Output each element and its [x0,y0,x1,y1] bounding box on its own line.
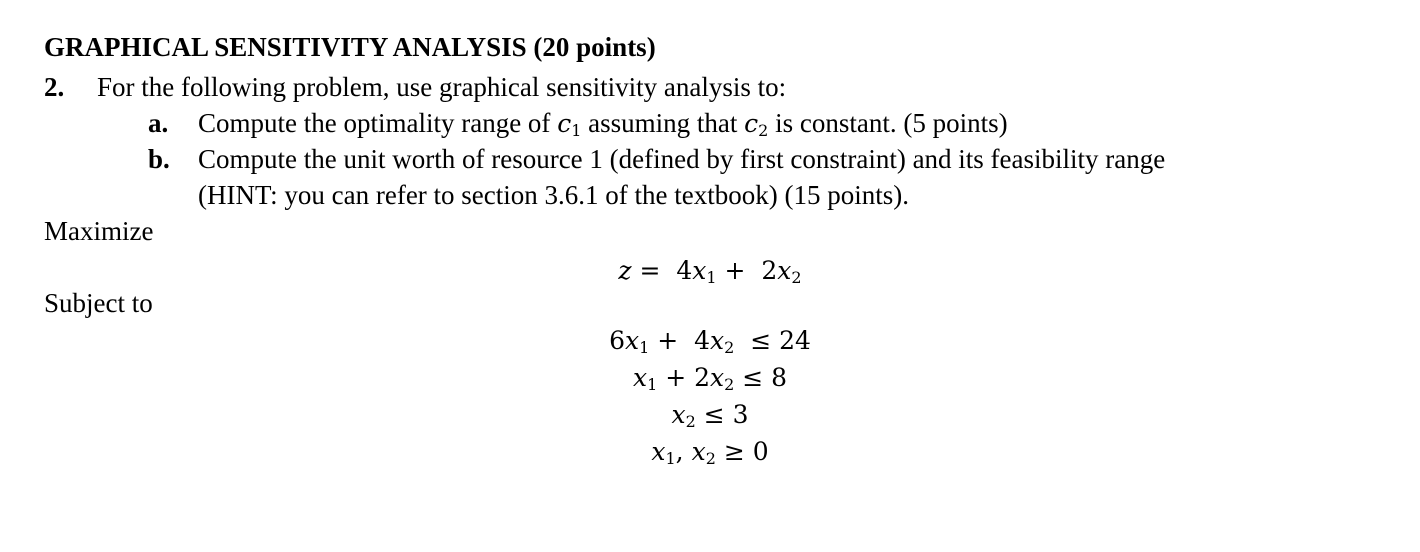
item-a-var-c2 [744,109,768,138]
var-x: x [651,437,666,466]
var-x: x [692,256,707,285]
constraint-1 [560,326,860,355]
relation-sign: ≥ [715,437,753,466]
plus-sign: + [657,363,695,392]
coef: 4 [676,256,693,285]
item-b-text-line2: (HINT: you can refer to section 3.6.1 of the textbook) (15 points). [198,180,909,210]
var-c: c [557,109,572,138]
coef: 2 [761,256,778,285]
question-intro: For the following problem, use graphical sensitivity analysis to: [97,72,787,102]
item-b-label: b. [148,144,170,174]
var-sub: 1 [706,268,717,287]
var-sub: 1 [639,338,650,357]
var-sub: 2 [685,412,696,431]
constraint-2 [560,363,860,392]
item-a-text-after: is constant. (5 points) [768,108,1008,138]
item-a-var-c1 [557,109,581,138]
var-x: x [691,437,706,466]
var-c: c [744,109,759,138]
var-sub: 1 [647,375,658,394]
plus-sign: + [649,326,695,355]
maximize-label: Maximize [44,216,154,246]
var-sub: 2 [791,268,802,287]
equals-sign: = [631,256,677,285]
objective-lhs: z [618,256,632,285]
item-a-text-before: Compute the optimality range of [198,108,558,138]
var-sub: 2 [705,449,716,468]
rhs: 8 [771,363,788,392]
var-sub: 2 [724,338,735,357]
coef: 4 [694,326,710,355]
var-x: x [710,326,725,355]
var-sub: 1 [571,121,582,140]
var-x: x [777,256,792,285]
rhs: 0 [752,437,769,466]
var-sub: 2 [758,121,769,140]
var-x: x [710,363,725,392]
objective-function [560,256,860,285]
relation-sign: ≤ [695,400,733,429]
constraint-nonnegativity [560,437,860,466]
plus-sign: + [716,256,762,285]
coef: 6 [609,326,625,355]
var-sub: 1 [665,449,676,468]
relation-sign: ≤ [734,363,772,392]
subject-to-label: Subject to [44,288,153,318]
var-sub: 2 [724,375,735,394]
rhs: 24 [779,326,811,355]
item-a-label: a. [148,108,169,138]
section-heading: GRAPHICAL SENSITIVITY ANALYSIS (20 points) [44,32,656,62]
comma-separator: , [675,437,692,466]
constraint-3 [560,400,860,429]
rhs: 3 [732,400,749,429]
item-b-text-line1: Compute the unit worth of resource 1 (defined by first constraint) and its feasibility range [198,144,1166,174]
var-x: x [625,326,640,355]
item-a-text-middle: assuming that [581,108,745,138]
question-number: 2. [44,72,65,102]
var-x: x [632,363,648,392]
relation-sign: ≤ [734,326,780,355]
item-a-text [198,108,1008,139]
var-x: x [671,400,686,429]
coef: 2 [694,363,710,392]
